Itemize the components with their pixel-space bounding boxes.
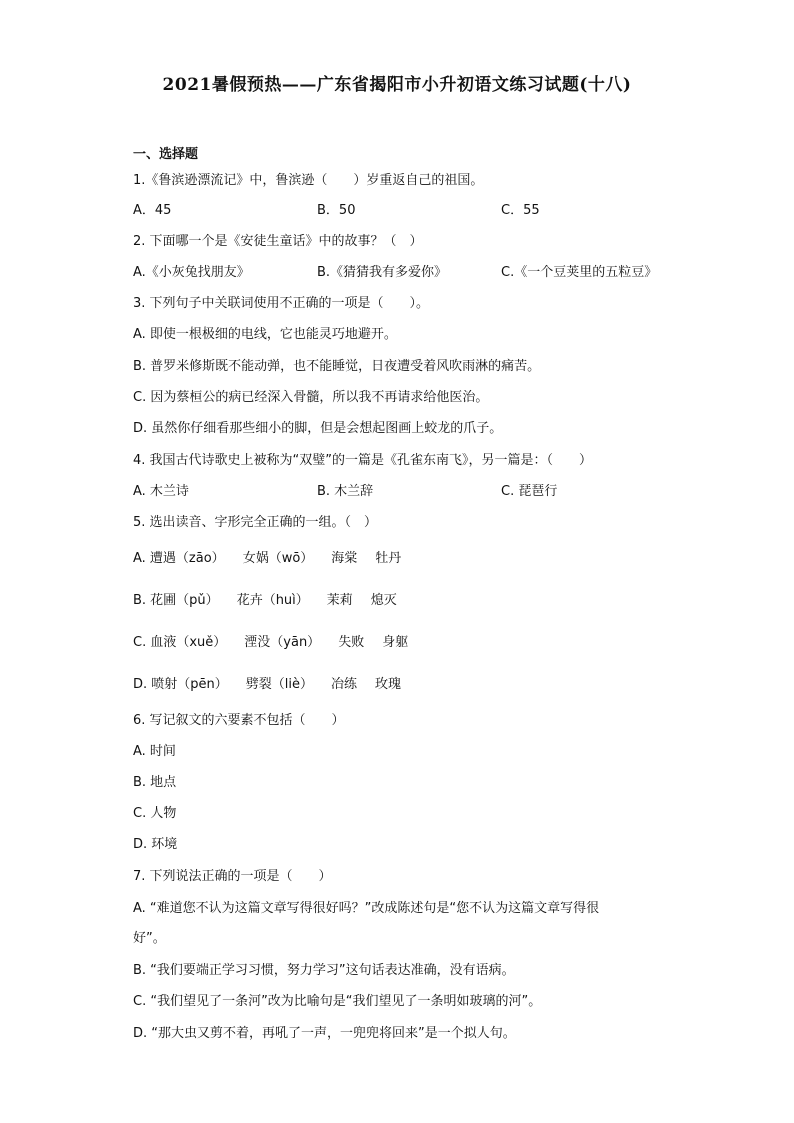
question-1-stem: 1.《鲁滨逊漂流记》中，鲁滨逊（ ）岁重返自己的祖国。: [133, 173, 484, 188]
word: C. 血液（xuě）: [133, 635, 227, 650]
option-a: [133, 550, 419, 568]
word: 海棠: [331, 551, 358, 566]
option-d: D. “那大虫又剪不着，再吼了一声，一兜兜将回来”是一个拟人句。: [133, 1026, 516, 1041]
option-a: A. 时间: [133, 744, 176, 759]
word: D. 喷射（pēn）: [133, 677, 228, 692]
word: 牡丹: [375, 551, 402, 566]
option-a: A. 木兰诗: [133, 484, 189, 499]
word: 湮没（yān）: [244, 635, 321, 650]
word: 女娲（wō）: [242, 551, 314, 566]
option-b: B. “我们要端正学习习惯，努力学习”这句话表达准确，没有语病。: [133, 963, 515, 978]
word: A. 遭遇（zāo）: [133, 551, 225, 566]
option-a: A.《小灰兔找朋友》: [133, 265, 250, 280]
option-d: D. 环境: [133, 837, 178, 852]
section-heading: 一、选择题: [133, 147, 199, 162]
option-c: C. 因为蔡桓公的病已经深入骨髓，所以我不再请求给他医治。: [133, 390, 489, 405]
question-4-stem: 4. 我国古代诗歌史上被称为“双璧”的一篇是《孔雀东南飞》，另一篇是：（ ）: [133, 453, 593, 468]
word: 劈裂（liè）: [245, 677, 313, 692]
option-a: A. 即使一根极细的电线，它也能灵巧地避开。: [133, 327, 397, 342]
option-c: C. 人物: [133, 806, 177, 821]
option-d: D. 虽然你仔细看那些细小的脚，但是会想起图画上蛟龙的爪子。: [133, 421, 503, 436]
option-b: B. 普罗米修斯既不能动弹，也不能睡觉，日夜遭受着风吹雨淋的痛苦。: [133, 359, 541, 374]
option-a: A．45: [133, 203, 172, 218]
word: 身躯: [382, 635, 409, 650]
page-title: 2021暑假预热——广东省揭阳市小升初语文练习试题(十八): [162, 75, 632, 95]
question-2-stem: 2. 下面哪一个是《安徒生童话》中的故事？（ ）: [133, 234, 423, 249]
question-6-stem: 6. 写记叙文的六要素不包括（ ）: [133, 713, 345, 728]
question-7-stem: 7. 下列说法正确的一项是（ ）: [133, 869, 332, 884]
option-b: B. 木兰辞: [317, 484, 374, 499]
option-b: B．50: [317, 203, 356, 218]
question-3-stem: 3. 下列句子中关联词使用不正确的一项是（ ）。: [133, 296, 430, 311]
word: 熄灭: [370, 593, 397, 608]
option-c: C. 琵琶行: [501, 484, 558, 499]
word: 花卉（huì）: [236, 593, 309, 608]
word: 玫瑰: [375, 677, 402, 692]
word: 茉莉: [326, 593, 353, 608]
option-b: B. 地点: [133, 775, 177, 790]
option-c: C.《一个豆荚里的五粒豆》: [501, 265, 658, 280]
word: 冶练: [331, 677, 358, 692]
option-c: C．55: [501, 203, 540, 218]
option-d: [133, 676, 419, 694]
option-b: B.《猜猜我有多爱你》: [317, 265, 448, 280]
option-a: A. “难道您不认为这篇文章写得很好吗？”改成陈述句是“您不认为这篇文章写得很: [133, 901, 600, 916]
option-b: [133, 592, 415, 610]
option-a-continued: 好”。: [133, 931, 166, 946]
word: 失败: [338, 635, 365, 650]
option-c: [133, 634, 426, 652]
word: B. 花圃（pǔ）: [133, 593, 219, 608]
question-5-stem: 5. 选出读音、字形完全正确的一组。（ ）: [133, 515, 378, 530]
option-c: C. “我们望见了一条河”改为比喻句是“我们望见了一条明如玻璃的河”。: [133, 994, 542, 1009]
